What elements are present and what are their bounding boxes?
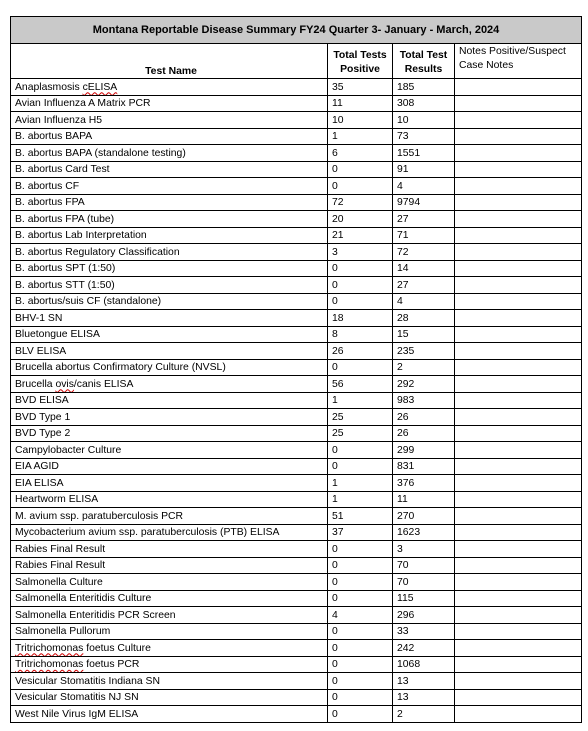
total-positive-cell: 1 bbox=[328, 475, 393, 492]
test-name-cell: B. abortus BAPA bbox=[11, 128, 328, 145]
test-name-cell: BVD Type 2 bbox=[11, 425, 328, 442]
test-name-cell: M. avium ssp. paratuberculosis PCR bbox=[11, 508, 328, 525]
test-name-cell: B. abortus Regulatory Classification bbox=[11, 244, 328, 261]
notes-cell bbox=[455, 706, 582, 723]
table-row bbox=[11, 145, 582, 162]
table-body bbox=[11, 79, 582, 723]
table-row bbox=[11, 392, 582, 409]
total-positive-cell: 20 bbox=[328, 211, 393, 228]
table-row bbox=[11, 623, 582, 640]
header-test-name: Test Name bbox=[11, 44, 328, 79]
total-results-cell: 242 bbox=[393, 640, 455, 657]
notes-cell bbox=[455, 673, 582, 690]
table-row bbox=[11, 656, 582, 673]
total-positive-cell: 25 bbox=[328, 409, 393, 426]
total-positive-cell: 0 bbox=[328, 442, 393, 459]
notes-cell bbox=[455, 194, 582, 211]
test-name-cell: BVD Type 1 bbox=[11, 409, 328, 426]
total-results-cell: 1068 bbox=[393, 656, 455, 673]
test-name-cell: Rabies Final Result bbox=[11, 557, 328, 574]
total-results-cell: 235 bbox=[393, 343, 455, 360]
total-results-cell: 14 bbox=[393, 260, 455, 277]
test-name-cell: Avian Influenza H5 bbox=[11, 112, 328, 129]
total-positive-cell: 56 bbox=[328, 376, 393, 393]
test-name-cell: B. abortus FPA (tube) bbox=[11, 211, 328, 228]
total-positive-cell: 37 bbox=[328, 524, 393, 541]
total-results-cell: 2 bbox=[393, 706, 455, 723]
table-row bbox=[11, 293, 582, 310]
table-row bbox=[11, 689, 582, 706]
notes-cell bbox=[455, 442, 582, 459]
total-results-cell: 73 bbox=[393, 128, 455, 145]
total-positive-cell: 18 bbox=[328, 310, 393, 327]
total-positive-cell: 0 bbox=[328, 574, 393, 591]
total-results-cell: 26 bbox=[393, 409, 455, 426]
total-results-cell: 299 bbox=[393, 442, 455, 459]
test-name-cell: BVD ELISA bbox=[11, 392, 328, 409]
table-row bbox=[11, 524, 582, 541]
total-results-cell: 71 bbox=[393, 227, 455, 244]
notes-cell bbox=[455, 689, 582, 706]
total-results-cell: 72 bbox=[393, 244, 455, 261]
table-row bbox=[11, 359, 582, 376]
test-name-cell: B. abortus STT (1:50) bbox=[11, 277, 328, 294]
table-row bbox=[11, 442, 582, 459]
notes-cell bbox=[455, 326, 582, 343]
total-positive-cell: 26 bbox=[328, 343, 393, 360]
table-row bbox=[11, 409, 582, 426]
total-positive-cell: 0 bbox=[328, 623, 393, 640]
total-positive-cell: 4 bbox=[328, 607, 393, 624]
total-positive-cell: 0 bbox=[328, 260, 393, 277]
test-name-cell: B. abortus Lab Interpretation bbox=[11, 227, 328, 244]
total-results-cell: 70 bbox=[393, 557, 455, 574]
total-results-cell: 27 bbox=[393, 211, 455, 228]
total-positive-cell: 0 bbox=[328, 590, 393, 607]
total-results-cell: 185 bbox=[393, 79, 455, 96]
test-name-cell: B. abortus SPT (1:50) bbox=[11, 260, 328, 277]
spellcheck-underline: Tritrichomonas bbox=[15, 659, 84, 670]
table-row bbox=[11, 310, 582, 327]
notes-cell bbox=[455, 574, 582, 591]
notes-cell bbox=[455, 310, 582, 327]
table-row bbox=[11, 607, 582, 624]
disease-summary-table bbox=[10, 16, 582, 723]
table-row bbox=[11, 574, 582, 591]
notes-cell bbox=[455, 491, 582, 508]
notes-cell bbox=[455, 557, 582, 574]
test-name-cell: Heartworm ELISA bbox=[11, 491, 328, 508]
total-positive-cell: 0 bbox=[328, 656, 393, 673]
notes-cell bbox=[455, 260, 582, 277]
table-title: Montana Reportable Disease Summary FY24 Quarter 3- January - March, 2024 bbox=[11, 17, 582, 44]
notes-cell bbox=[455, 211, 582, 228]
total-positive-cell: 21 bbox=[328, 227, 393, 244]
header-total-positive: Total Tests Positive bbox=[328, 44, 393, 79]
table-row bbox=[11, 590, 582, 607]
total-results-cell: 4 bbox=[393, 293, 455, 310]
test-name-cell: B. abortus Card Test bbox=[11, 161, 328, 178]
title-row bbox=[11, 17, 582, 44]
total-results-cell: 70 bbox=[393, 574, 455, 591]
table-row bbox=[11, 227, 582, 244]
total-results-cell: 983 bbox=[393, 392, 455, 409]
table-row bbox=[11, 326, 582, 343]
total-positive-cell: 51 bbox=[328, 508, 393, 525]
notes-cell bbox=[455, 161, 582, 178]
test-name-cell: Salmonella Enteritidis PCR Screen bbox=[11, 607, 328, 624]
header-row bbox=[11, 44, 582, 79]
table-row bbox=[11, 491, 582, 508]
test-name-cell: Brucella ovis/canis ELISA bbox=[11, 376, 328, 393]
total-positive-cell: 0 bbox=[328, 277, 393, 294]
table-row bbox=[11, 211, 582, 228]
notes-cell bbox=[455, 178, 582, 195]
total-results-cell: 1623 bbox=[393, 524, 455, 541]
notes-cell bbox=[455, 475, 582, 492]
table-row bbox=[11, 244, 582, 261]
test-name-cell: EIA AGID bbox=[11, 458, 328, 475]
notes-cell bbox=[455, 623, 582, 640]
total-positive-cell: 11 bbox=[328, 95, 393, 112]
total-positive-cell: 6 bbox=[328, 145, 393, 162]
total-positive-cell: 25 bbox=[328, 425, 393, 442]
table-row bbox=[11, 541, 582, 558]
total-positive-cell: 0 bbox=[328, 689, 393, 706]
test-name-cell: Avian Influenza A Matrix PCR bbox=[11, 95, 328, 112]
total-results-cell: 13 bbox=[393, 673, 455, 690]
test-name-cell: Mycobacterium avium ssp. paratuberculosis (PTB) ELISA bbox=[11, 524, 328, 541]
test-name-cell: Rabies Final Result bbox=[11, 541, 328, 558]
total-results-cell: 1551 bbox=[393, 145, 455, 162]
report-container bbox=[10, 16, 581, 723]
spellcheck-underline: cELISA bbox=[82, 81, 118, 93]
test-name-cell: Bluetongue ELISA bbox=[11, 326, 328, 343]
total-positive-cell: 72 bbox=[328, 194, 393, 211]
notes-cell bbox=[455, 112, 582, 129]
total-positive-cell: 0 bbox=[328, 541, 393, 558]
notes-cell bbox=[455, 293, 582, 310]
table-row bbox=[11, 458, 582, 475]
total-results-cell: 33 bbox=[393, 623, 455, 640]
test-name-cell: Vesicular Stomatitis Indiana SN bbox=[11, 673, 328, 690]
total-positive-cell: 0 bbox=[328, 458, 393, 475]
total-positive-cell: 35 bbox=[328, 79, 393, 96]
notes-cell bbox=[455, 640, 582, 657]
table-row bbox=[11, 475, 582, 492]
test-name-cell: Vesicular Stomatitis NJ SN bbox=[11, 689, 328, 706]
notes-cell bbox=[455, 458, 582, 475]
total-results-cell: 91 bbox=[393, 161, 455, 178]
notes-cell bbox=[455, 425, 582, 442]
total-positive-cell: 0 bbox=[328, 359, 393, 376]
total-positive-cell: 0 bbox=[328, 293, 393, 310]
table-row bbox=[11, 557, 582, 574]
notes-cell bbox=[455, 128, 582, 145]
total-results-cell: 3 bbox=[393, 541, 455, 558]
table-row bbox=[11, 343, 582, 360]
table-row bbox=[11, 508, 582, 525]
table-row bbox=[11, 194, 582, 211]
test-name-cell: Brucella abortus Confirmatory Culture (NVSL) bbox=[11, 359, 328, 376]
total-positive-cell: 1 bbox=[328, 392, 393, 409]
test-name-cell: Salmonella Culture bbox=[11, 574, 328, 591]
notes-cell bbox=[455, 95, 582, 112]
test-name-cell: BLV ELISA bbox=[11, 343, 328, 360]
test-name-cell: Tritrichomonas foetus Culture bbox=[11, 640, 328, 657]
total-positive-cell: 1 bbox=[328, 491, 393, 508]
header-total-results: Total Test Results bbox=[393, 44, 455, 79]
total-results-cell: 26 bbox=[393, 425, 455, 442]
test-name-cell: BHV-1 SN bbox=[11, 310, 328, 327]
table-row bbox=[11, 673, 582, 690]
table-row bbox=[11, 112, 582, 129]
spellcheck-underline: Tritrichomonas bbox=[15, 642, 84, 654]
notes-cell bbox=[455, 409, 582, 426]
total-results-cell: 296 bbox=[393, 607, 455, 624]
notes-cell bbox=[455, 607, 582, 624]
total-positive-cell: 0 bbox=[328, 673, 393, 690]
table-row bbox=[11, 277, 582, 294]
notes-cell bbox=[455, 277, 582, 294]
total-results-cell: 28 bbox=[393, 310, 455, 327]
notes-cell bbox=[455, 79, 582, 96]
test-name-cell: B. abortus BAPA (standalone testing) bbox=[11, 145, 328, 162]
test-name-cell: Campylobacter Culture bbox=[11, 442, 328, 459]
total-positive-cell: 0 bbox=[328, 178, 393, 195]
table-row bbox=[11, 425, 582, 442]
total-positive-cell: 0 bbox=[328, 557, 393, 574]
notes-cell bbox=[455, 244, 582, 261]
total-results-cell: 376 bbox=[393, 475, 455, 492]
test-name-cell: West Nile Virus IgM ELISA bbox=[11, 706, 328, 723]
test-name-cell: B. abortus FPA bbox=[11, 194, 328, 211]
table-row bbox=[11, 128, 582, 145]
total-results-cell: 831 bbox=[393, 458, 455, 475]
table-row bbox=[11, 79, 582, 96]
total-positive-cell: 8 bbox=[328, 326, 393, 343]
test-name-cell: Salmonella Enteritidis Culture bbox=[11, 590, 328, 607]
total-results-cell: 4 bbox=[393, 178, 455, 195]
notes-cell bbox=[455, 524, 582, 541]
total-results-cell: 15 bbox=[393, 326, 455, 343]
table-row bbox=[11, 95, 582, 112]
notes-cell bbox=[455, 656, 582, 673]
test-name-cell: Tritrichomonas foetus PCR bbox=[11, 656, 328, 673]
total-positive-cell: 10 bbox=[328, 112, 393, 129]
test-name-cell: EIA ELISA bbox=[11, 475, 328, 492]
total-positive-cell: 1 bbox=[328, 128, 393, 145]
table-row bbox=[11, 640, 582, 657]
total-results-cell: 27 bbox=[393, 277, 455, 294]
total-results-cell: 13 bbox=[393, 689, 455, 706]
total-results-cell: 270 bbox=[393, 508, 455, 525]
total-positive-cell: 0 bbox=[328, 706, 393, 723]
table-row bbox=[11, 260, 582, 277]
total-results-cell: 11 bbox=[393, 491, 455, 508]
spellcheck-underline: ovis bbox=[55, 378, 74, 390]
total-results-cell: 2 bbox=[393, 359, 455, 376]
notes-cell bbox=[455, 541, 582, 558]
total-results-cell: 10 bbox=[393, 112, 455, 129]
test-name-cell: B. abortus/suis CF (standalone) bbox=[11, 293, 328, 310]
notes-cell bbox=[455, 227, 582, 244]
notes-cell bbox=[455, 376, 582, 393]
notes-cell bbox=[455, 508, 582, 525]
notes-cell bbox=[455, 590, 582, 607]
total-results-cell: 292 bbox=[393, 376, 455, 393]
total-results-cell: 9794 bbox=[393, 194, 455, 211]
total-results-cell: 115 bbox=[393, 590, 455, 607]
test-name-cell: B. abortus CF bbox=[11, 178, 328, 195]
table-row bbox=[11, 376, 582, 393]
total-results-cell: 308 bbox=[393, 95, 455, 112]
notes-cell bbox=[455, 392, 582, 409]
total-positive-cell: 0 bbox=[328, 161, 393, 178]
total-positive-cell: 0 bbox=[328, 640, 393, 657]
table-row bbox=[11, 178, 582, 195]
total-positive-cell: 3 bbox=[328, 244, 393, 261]
table-row bbox=[11, 161, 582, 178]
notes-cell bbox=[455, 145, 582, 162]
test-name-cell: Salmonella Pullorum bbox=[11, 623, 328, 640]
notes-cell bbox=[455, 359, 582, 376]
test-name-cell: Anaplasmosis cELISA bbox=[11, 79, 328, 96]
table-row bbox=[11, 706, 582, 723]
notes-cell bbox=[455, 343, 582, 360]
header-notes: Notes Positive/Suspect Case Notes bbox=[455, 44, 582, 79]
